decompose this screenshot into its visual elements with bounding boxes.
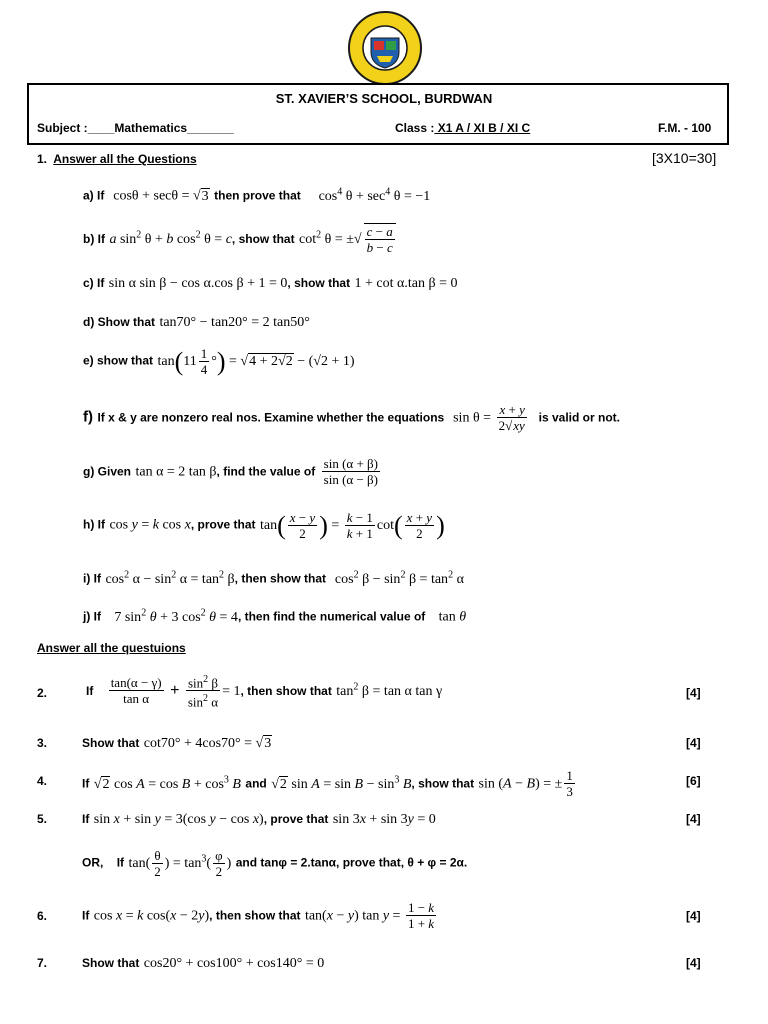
q5-marks: [4] (686, 812, 701, 826)
q1i-mid: , then show that (234, 571, 327, 586)
q4-result: sin (A − B) = ± (478, 776, 563, 792)
q1c-mid: , show that (287, 276, 351, 290)
q4-expr2: √2 $\sin A = \sin B - \sin^3 B$ (271, 774, 412, 792)
q4-number: 4. (37, 774, 48, 788)
q1f-fraction: $\frac{x + y}{2√xy}$ (498, 402, 525, 433)
q1g-mid: , find the value of (216, 464, 316, 479)
question-1f (83, 402, 620, 433)
q5-result: sin 3x + sin 3y = 0 (332, 812, 436, 827)
q1e-label: e) show that (83, 353, 154, 368)
q1h-mid: , prove that (190, 517, 256, 532)
q4-marks: [6] (686, 774, 701, 788)
subject-row (37, 121, 234, 135)
q1d-label: d) Show that (83, 315, 155, 329)
section1-number: 1. (37, 152, 48, 166)
q2-result: $\tan^2 \beta = \tan \alpha$ tan γ (336, 681, 443, 700)
class-row (395, 121, 530, 135)
question-1b (83, 223, 398, 255)
school-crest-icon (347, 10, 423, 86)
q1a-expr: cosθ + secθ = √3 (113, 188, 209, 204)
q3-label: Show that (82, 736, 140, 750)
q1f-letter: f) (83, 408, 93, 426)
q7-number: 7. (37, 956, 48, 970)
q1b-mid: , show that (231, 232, 295, 247)
q1c-label: c) If (83, 276, 105, 290)
q1j-expr: 7 $\sin^2 \theta + 3$ $\cos^2 \theta = 4$ (114, 607, 238, 625)
question-1e (83, 346, 355, 377)
q1a-result: $\cos^4 \theta + \sec^4 \theta = -1$ (318, 186, 431, 204)
q5-or-expr: tan( $\frac{\theta}{2}$ ) = $\tan^3$( $\frac{\varphi}{2}$ ) (128, 848, 232, 879)
section1-marks: [3X10=30] (652, 150, 717, 166)
subject-value: ____Mathematics_______ (87, 121, 234, 135)
q1i-expr: $\cos^2 \alpha - \sin^2 \alpha = \tan^2 \beta$ (105, 569, 235, 587)
q6-result: tan(x − y) tan y = (304, 908, 404, 924)
q5-label: If (82, 812, 90, 826)
q5-or-label: OR, (82, 855, 104, 870)
q5-expr: sin x + sin y = 3(cos y − cos x) (93, 812, 264, 827)
q1f-expr: sin θ = (453, 410, 495, 426)
question-1d (83, 313, 310, 331)
school-name: ST. XAVIER’S SCHOOL, BURDWAN (275, 91, 493, 106)
q1c-result: 1 + cot α.tan β = 0 (354, 276, 458, 291)
q2-frac1: $\frac{\tan(\alpha - \gamma)}{\text{tan α}}$ (110, 675, 162, 707)
q1j-label: j) If (83, 609, 101, 624)
q1g-label: g) Given (83, 464, 132, 479)
q6-label: If (82, 908, 90, 923)
q1g-expr: tan α = 2 tan β (135, 464, 217, 480)
q3-expr: cot70° + 4cos70° = √3 (143, 736, 272, 751)
q7-label: Show that (82, 956, 140, 970)
question-6 (82, 900, 438, 931)
q1c-expr: sin α sin β − cos α.cos β + 1 = 0 (108, 276, 288, 291)
q4-expr1: √2 $\cos A = \cos B + \cos^3 B$ (93, 774, 241, 792)
question-5 (82, 810, 436, 828)
q5-number: 5. (37, 812, 48, 826)
q5-or-if: If (116, 855, 125, 870)
q1i-label: i) If (83, 571, 101, 586)
q5-or-mid: and tanφ = 2.tanα, prove that, θ + φ = 2α. (235, 855, 468, 870)
school-logo (347, 10, 423, 86)
q1f-end: is valid or not. (538, 410, 620, 425)
q6-frac: $\frac{1 - k}{1 + k}$ (407, 900, 435, 931)
q5-mid: , prove that (263, 812, 329, 826)
class-label: Class : (395, 121, 435, 135)
subject-label: Subject : (37, 121, 88, 135)
q2-label: If (86, 684, 94, 699)
q1j-mid: , then find the numerical value of (237, 609, 426, 624)
question-5-or (82, 848, 467, 879)
question-1a (83, 186, 430, 205)
section2-heading: Answer all the questuions (37, 641, 186, 655)
question-2: If $\frac{\tan(\alpha - \gamma)}{\text{tan α}}$ + $\frac{\sin^2 \beta}{\sin^2 \alpha}$ = 1, then show that $\tan^2 \beta = \tan \alpha$ tan γ (86, 674, 443, 710)
q4-frac: $\frac{1}{3}$ (566, 768, 573, 799)
full-marks: F.M. - 100 (658, 121, 712, 135)
q2-marks: [4] (686, 686, 701, 700)
q7-expr: cos20° + cos100° + cos140° = 0 (143, 956, 325, 971)
q2-number: 2. (37, 686, 48, 700)
q2-frac2: $\frac{\sin^2 \beta}{\sin^2 \alpha}$ (187, 674, 219, 710)
question-1i (83, 569, 464, 588)
class-value: X1 A / XI B / XI C (434, 121, 531, 135)
q1h-result: tan( $\frac{x - y}{2}$ ) = $\frac{k - 1}{k + 1}$ cot( $\frac{x + y}{2}$ ) (260, 510, 445, 541)
q1a-label: a) If (83, 188, 105, 203)
q1e-expr: tan(11 $\frac{1}{4}$ °) = √4 + 2√2 − (√2 + 1) (157, 346, 355, 377)
section1-title: Answer all the Questions (53, 152, 197, 166)
q6-marks: [4] (686, 909, 701, 923)
q1d-expr: tan70° − tan20° = 2 tan50° (159, 315, 310, 330)
q1f-label: If x & y are nonzero real nos. Examine whether the equations (97, 410, 445, 425)
q1b-result: $\cot^2 \theta$ = ±√ (299, 229, 362, 248)
question-1c (83, 274, 458, 292)
q4-label: If (82, 776, 90, 791)
q7-marks: [4] (686, 956, 701, 970)
q1b-expr: a $\sin^2 \theta + b$ $\cos^2 \theta = c$ (109, 229, 232, 248)
question-1h (83, 510, 445, 541)
q1h-expr: cos y = k cos x (109, 517, 191, 533)
q3-number: 3. (37, 736, 48, 750)
q1a-mid: then prove that (214, 188, 301, 203)
q1g-fraction: $\frac{\sin (\alpha + \beta)}{\sin (\alpha - \beta)}$ (323, 456, 378, 487)
q1j-result: tan θ (438, 609, 467, 625)
q2-mid: , then show that (240, 684, 332, 699)
q1b-label: b) If (83, 232, 105, 247)
q1b-fraction: $\frac{c - a}{b - c}$ (364, 223, 396, 255)
q1h-label: h) If (83, 517, 105, 532)
question-1j (83, 607, 466, 626)
q4-mid: , show that (411, 776, 475, 791)
q6-number: 6. (37, 909, 48, 923)
question-4 (82, 768, 577, 799)
q6-mid: , then show that (209, 908, 301, 923)
q4-and: and (245, 776, 267, 791)
question-7 (82, 954, 324, 972)
q6-expr: cos x = k cos(x − 2y) (93, 908, 210, 924)
question-1g (83, 456, 382, 487)
question-3 (82, 734, 272, 752)
section1-heading (37, 152, 197, 166)
q1i-result: $\cos^2 \beta - \sin^2 \beta = \tan^2 \alpha$ (334, 569, 464, 587)
q3-marks: [4] (686, 736, 701, 750)
